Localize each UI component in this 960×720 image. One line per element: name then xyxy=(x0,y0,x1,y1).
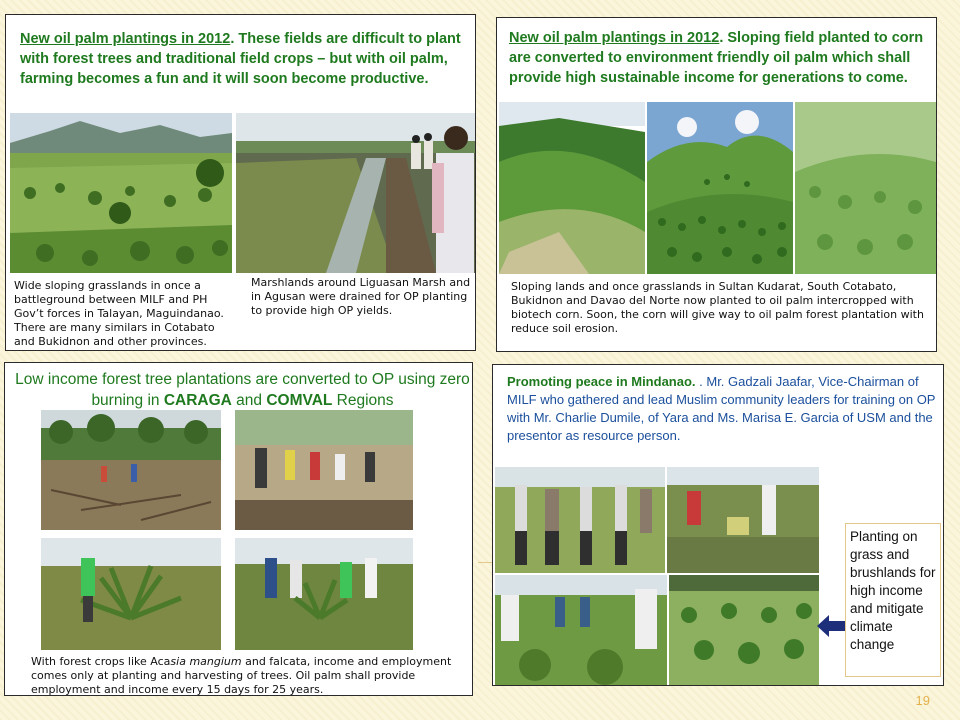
photo-corn-slopes xyxy=(499,102,645,274)
photo-palm-seedling xyxy=(41,538,221,650)
photo-group-planting xyxy=(235,538,413,650)
panel1-title xyxy=(20,29,468,89)
panel3-title xyxy=(15,369,470,411)
panel3-title-part2: Regions xyxy=(332,392,394,409)
panel3-caption-part1: With forest crops like Aca xyxy=(31,655,171,668)
panel2-title-underlined: New oil palm plantings in 2012 xyxy=(509,30,720,46)
panel1-caption-right: Marshlands around Liguasan Marsh and in Agusan were drained for OP planting to provide high OP yields. xyxy=(251,276,471,317)
panel3-title-part1: Low income forest tree plantations are converted to OP using zero burning in xyxy=(15,371,470,409)
photo-marshland-drainage xyxy=(236,113,476,273)
photo-muslim-leaders xyxy=(495,467,665,573)
photo-field-visit xyxy=(495,575,667,685)
panel2-title xyxy=(509,28,929,88)
photo-green-slope xyxy=(795,102,936,274)
panel1-title-rest: . These fields are difficult to plant with forest trees and traditional field crops – but with oil palm, farming becomes a fun and it will soon become productive. xyxy=(20,31,461,87)
panel-forest-conversion xyxy=(4,362,473,696)
callout-text: Planting on grass and brushlands for high income and mitigate climate change xyxy=(850,529,936,652)
callout-box xyxy=(845,523,941,677)
panel-peace-mindanao xyxy=(492,364,944,686)
photo-young-palms xyxy=(669,575,819,685)
panel2-title-rest: . Sloping field planted to corn are converted to environment friendly oil palm which shall provide high sustainable income for generations to come. xyxy=(509,30,924,86)
panel-talayan-plantings xyxy=(5,14,476,351)
panel3-title-region2: COMVAL xyxy=(266,392,333,409)
panel4-title-bold: Promoting peace in Mindanao. xyxy=(507,374,696,389)
panel4-title-rest: . Mr. Gadzali Jaafar, Vice-Chairman of MILF who gathered and lead Muslim community leaders for training on OP with Mr. Charlie Dumile, of Yara and Ms. Marisa E. Garcia of USM and the presentor as resource person. xyxy=(507,374,936,443)
panel3-title-region1: CARAGA xyxy=(163,392,232,409)
page-number: 19 xyxy=(915,693,930,708)
panel1-caption-left: Wide sloping grasslands in once a battleground between MILF and PH Gov’t forces in Talayan, Maguindanao. There are many similars in Cotabato and Bukidnon and other provinces. xyxy=(14,279,224,348)
photo-workers-field xyxy=(235,410,413,530)
photo-sloping-grasslands xyxy=(10,113,232,273)
photo-training-demo xyxy=(667,467,819,573)
panel2-caption: Sloping lands and once grasslands in Sultan Kudarat, South Cotabato, Bukidnon and Davao del Norte now planted to oil palm intercropped with biotech corn. Soon, the corn will give way to oil palm forest plantation with reduce soil erosion. xyxy=(511,280,924,335)
panel3-caption-part2: and falcata, income and employment comes only at planting and harvesting of trees. Oil palm shall provide employment and income every 15 days for 25 years. xyxy=(31,655,452,696)
photo-cleared-forest xyxy=(41,410,221,530)
panel1-title-underlined: New oil palm plantings in 2012 xyxy=(20,31,231,47)
panel3-title-and: and xyxy=(231,392,267,409)
photo-oil-palm-hills xyxy=(647,102,793,274)
panel3-caption xyxy=(31,655,461,696)
panel4-title xyxy=(507,373,937,445)
panel3-caption-italic: sia mangium xyxy=(170,655,242,668)
arrow-left-icon xyxy=(817,615,847,637)
panel-sloping-corn-fields xyxy=(496,17,937,352)
